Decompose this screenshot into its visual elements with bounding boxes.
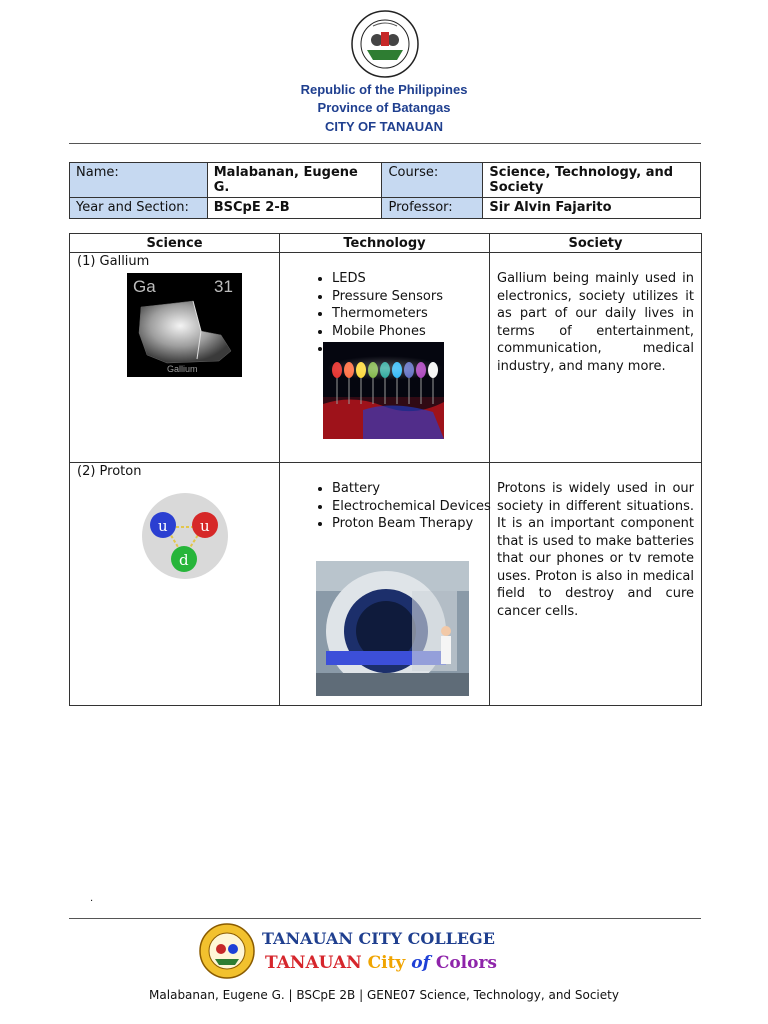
list-item: • LEDS xyxy=(332,270,492,288)
list-item: • Battery xyxy=(332,480,492,498)
header-republic: Republic of the Philippines xyxy=(300,82,468,97)
society-cell xyxy=(490,463,702,706)
tagline-city: City xyxy=(367,953,406,973)
city-seal xyxy=(347,10,423,78)
city-tagline xyxy=(265,953,497,973)
proton-diagram xyxy=(141,491,229,581)
science-label: (2) Proton xyxy=(77,464,142,479)
professor-value: Sir Alvin Fajarito xyxy=(483,198,701,219)
society-text: Gallium being mainly used in electronics, society utilizes it as part of our daily lives in terms of entertainment, communication, medical industry, and many more. xyxy=(497,271,694,374)
sts-table xyxy=(69,233,702,706)
science-cell xyxy=(70,463,280,706)
list-item: • Electrochemical Devices xyxy=(332,498,492,516)
header-province: Province of Batangas xyxy=(317,100,451,115)
table-row xyxy=(70,463,702,706)
list-item: • Thermometers xyxy=(332,305,492,323)
technology-cell xyxy=(280,463,490,706)
header-city: CITY OF TANAUAN xyxy=(325,119,443,134)
quark-label: u xyxy=(158,517,168,535)
element-symbol: Ga xyxy=(133,277,156,296)
science-cell xyxy=(70,253,280,463)
year-section-label: Year and Section: xyxy=(70,198,208,219)
table-row xyxy=(70,253,702,463)
tagline-tanauan: TANAUAN xyxy=(265,953,362,973)
list-item: • Pressure Sensors xyxy=(332,288,492,306)
list-item: • Mobile Phones xyxy=(332,323,492,341)
tagline-of: of xyxy=(411,953,430,973)
header-technology: Technology xyxy=(280,234,490,253)
header-science: Science xyxy=(70,234,280,253)
name-value: Malabanan, Eugene G. xyxy=(207,163,382,198)
course-label: Course: xyxy=(382,163,483,198)
footer-rule xyxy=(69,918,701,919)
quark-label: u xyxy=(200,517,210,535)
gallium-image xyxy=(127,273,242,377)
header-society: Society xyxy=(490,234,702,253)
proton-therapy-image xyxy=(316,561,469,696)
student-info-table xyxy=(69,162,701,219)
footer-info: Malabanan, Eugene G. | BSCpE 2B | GENE07 Science, Technology, and Society xyxy=(149,988,619,1002)
science-label: (1) Gallium xyxy=(77,254,150,269)
professor-label: Professor: xyxy=(382,198,483,219)
list-item: • Proton Beam Therapy xyxy=(332,515,492,533)
led-image xyxy=(323,342,444,439)
year-section-value: BSCpE 2-B xyxy=(207,198,382,219)
college-name: TANAUAN CITY COLLEGE xyxy=(262,929,495,948)
stray-dot: . xyxy=(90,893,94,904)
society-cell xyxy=(490,253,702,463)
technology-cell xyxy=(280,253,490,463)
header-rule xyxy=(69,143,701,144)
name-label: Name: xyxy=(70,163,208,198)
society-text: Protons is widely used in our society in different situations. It is an important component that is used to make batteries that our phones or tv remote uses. Proton is also in medical field to destroy and cure cancer cells. xyxy=(497,481,694,619)
element-number: 31 xyxy=(214,277,233,296)
quark-label: d xyxy=(179,551,189,569)
college-logo xyxy=(197,923,257,979)
element-name: Gallium xyxy=(167,364,198,374)
tagline-colors: Colors xyxy=(435,953,498,973)
technology-list xyxy=(314,480,492,533)
course-value: Science, Technology, and Society xyxy=(483,163,701,198)
